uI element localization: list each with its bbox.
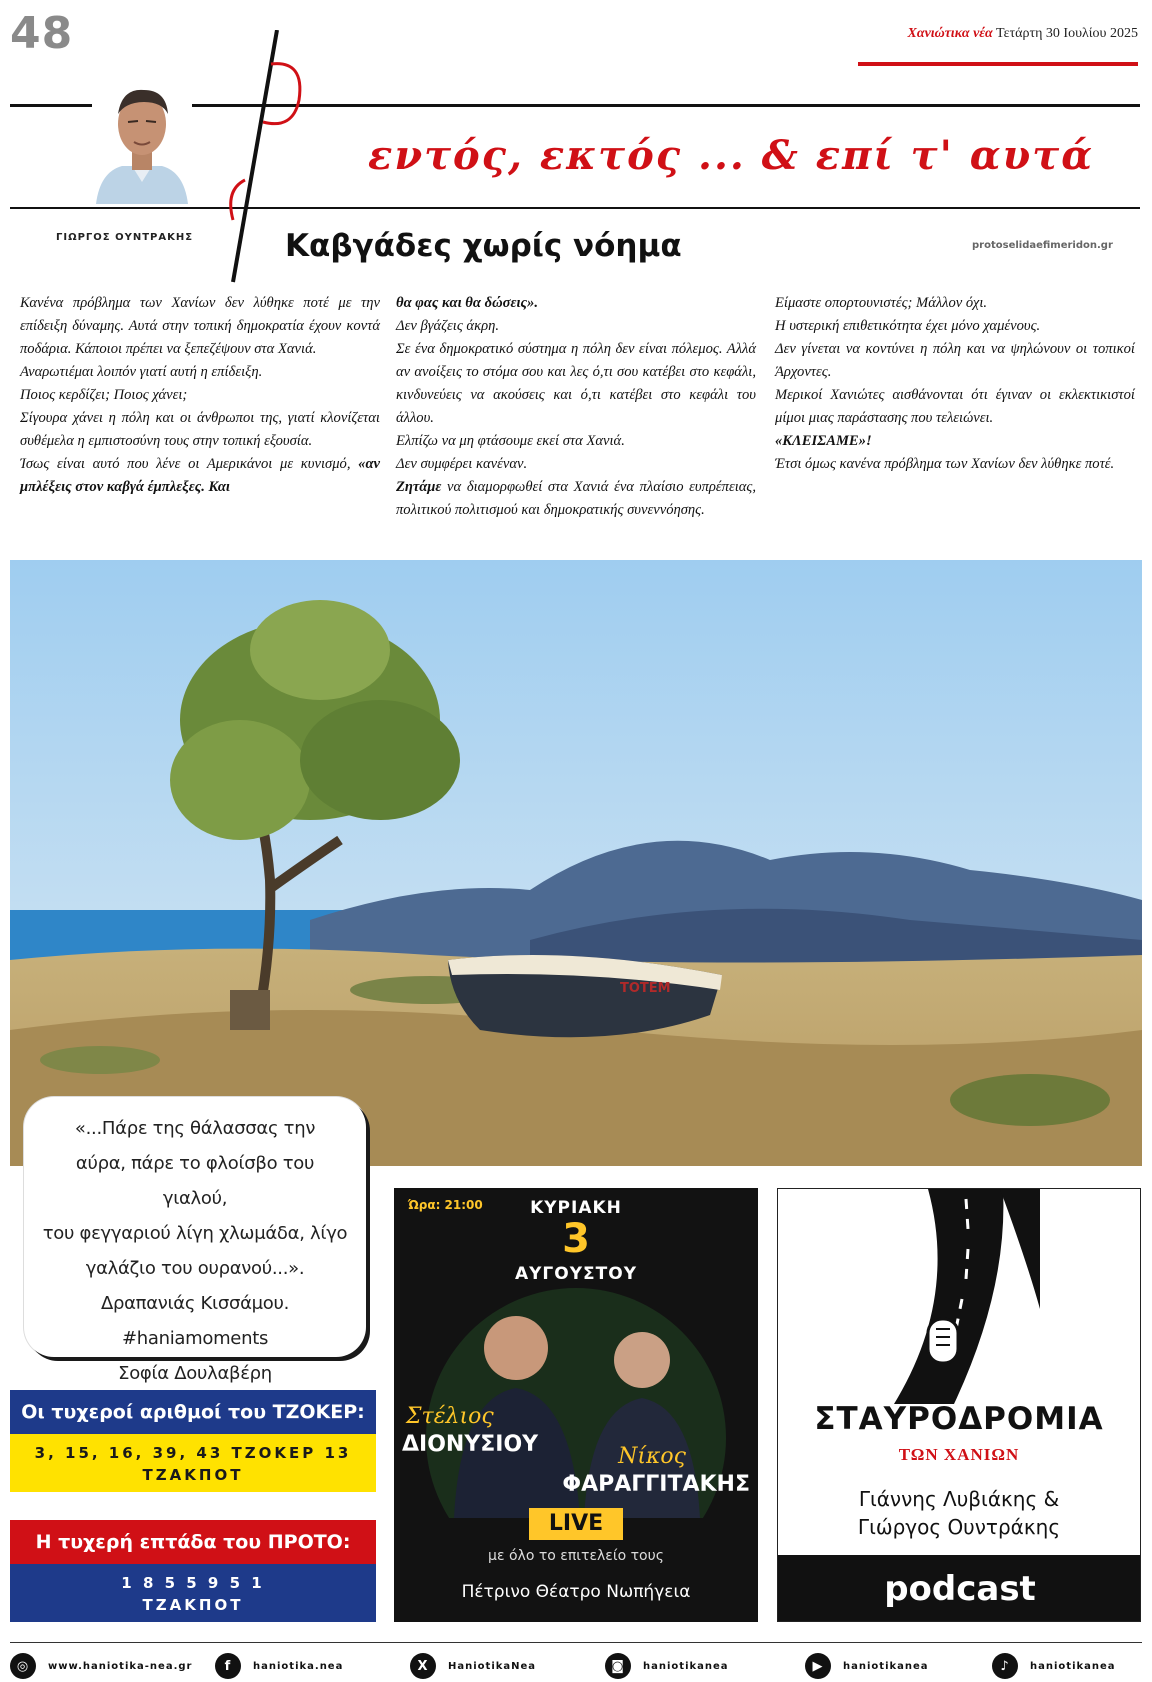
paragraph: Σίγουρα χάνει η πόλη και οι άνθρωποι της, γιατί κλονίζεται συθέμελα η εμπιστοσύνη τους στην τοπική εξουσία.	[20, 410, 380, 449]
paragraph	[396, 292, 756, 315]
footer-website[interactable]	[10, 1653, 192, 1679]
paragraph: Ελπίζω να μη φτάσουμε εκεί στα Χανιά.	[396, 433, 625, 449]
paragraph: Σε ένα δημοκρατικό σύστημα η πόλη δεν είναι πόλεμος. Αλλά αν ανοίξεις το στόμα σου και λες ό,τι σου κατέβει στο κεφάλι, κινδυνεύεις να ακούσεις και ό,τι κατέβει στο κεφάλι του άλλου.	[396, 341, 756, 426]
concert-advertisement	[394, 1188, 758, 1622]
instagram-icon: ◙	[605, 1653, 631, 1679]
facebook-handle: haniotika.nea	[253, 1660, 344, 1672]
footer-youtube[interactable]	[805, 1653, 929, 1679]
joker-jackpot: ΤΖΑΚΠΟΤ	[142, 1466, 244, 1484]
tiktok-handle: haniotikanea	[1030, 1660, 1116, 1672]
concert-day: ΚΥΡΙΑΚΗ	[530, 1198, 622, 1218]
host-name: Γιώργος Ουντράκης	[857, 1515, 1061, 1539]
youtube-handle: haniotikanea	[843, 1660, 929, 1672]
caption-line: Δραπανιάς Κισσάμου.	[100, 1293, 290, 1314]
performer-2-first-name: Νίκος	[618, 1444, 686, 1469]
photo-caption-bubble	[24, 1097, 366, 1384]
live-badge: LIVE	[529, 1508, 623, 1540]
emphasis-bold: Ζητάμε	[396, 479, 442, 495]
masthead-rule	[858, 62, 1138, 66]
proto-jackpot: ΤΖΑΚΠΟΤ	[142, 1596, 244, 1614]
podcast-subtitle: ΤΩΝ ΧΑΝΙΩΝ	[898, 1445, 1020, 1464]
website-url: www.haniotika-nea.gr	[48, 1660, 193, 1672]
paragraph: Έτσι όμως κανένα πρόβλημα των Χανίων δεν λύθηκε ποτέ.	[775, 456, 1115, 472]
caption-line: του φεγγαριού λίγη χλωμάδα, λίγο	[42, 1223, 348, 1244]
proto-results	[10, 1564, 376, 1622]
paragraph: Δεν γίνεται να κοντύνει η πόλη και να ψηλώνουν οι τοπικοί Άρχοντες.	[775, 341, 1135, 380]
header-rule-bottom	[10, 207, 1140, 209]
paragraph: Η υστερική επιθετικότητα έχει μόνο χαμένους.	[775, 318, 1041, 334]
paragraph	[20, 453, 380, 499]
caption-credit: Σοφία Δουλαβέρη	[118, 1363, 272, 1384]
concert-month: ΑΥΓΟΥΣΤΟΥ	[514, 1264, 638, 1284]
instagram-handle: haniotikanea	[643, 1660, 729, 1672]
paragraph: Ποιος κερδίζει; Ποιος χάνει;	[20, 387, 188, 403]
globe-icon: ◎	[10, 1653, 36, 1679]
podcast-band	[778, 1555, 1141, 1622]
podcast-label: podcast	[884, 1569, 1036, 1609]
proto-numbers: 1 8 5 5 9 5 1	[121, 1574, 265, 1592]
joker-title: Οι τυχεροί αριθμοί του ΤΖΟΚΕΡ:	[10, 1390, 376, 1434]
quote-bold: θα φας και θα δώσεις».	[396, 295, 538, 311]
source-watermark: protoselidaefimeridon.gr	[972, 240, 1113, 251]
performer-2-last-name: ΦΑΡΑΓΓΙΤΑΚΗΣ	[562, 1472, 750, 1497]
podcast-advertisement	[777, 1188, 1141, 1622]
paragraph: Είμαστε οπορτουνιστές; Μάλλον όχι.	[775, 295, 988, 311]
author-portrait	[92, 72, 192, 204]
youtube-icon: ▶	[805, 1653, 831, 1679]
paragraph: Κανένα πρόβλημα των Χανίων δεν λύθηκε ποτέ με την επίδειξη δύναμης. Αυτά στην τοπική δημοκρατία έχουν κοντά ποδάρια. Κάποιοι πρέπει να ξεπεζέψουν στα Χανιά.	[20, 295, 380, 357]
author-name: ΓΙΩΡΓΟΣ ΟΥΝΤΡΑΚΗΣ	[56, 232, 194, 243]
paragraph: Αναρωτιέμαι λοιπόν γιατί αυτή η επίδειξη.	[20, 364, 263, 380]
caption-line: αύρα, πάρε το φλοίσβο του γιαλού,	[75, 1153, 315, 1209]
performer-1-last-name: ΔΙΟΝΥΣΙΟΥ	[402, 1432, 539, 1457]
article-headline: Καβγάδες χωρίς νόημα	[285, 228, 682, 264]
caption-line: γαλάζιο του ουρανού...».	[85, 1258, 305, 1279]
footer-facebook[interactable]	[215, 1653, 343, 1679]
podcast-hosts	[778, 1485, 1140, 1541]
performer-1-first-name: Στέλιος	[406, 1404, 494, 1429]
joker-results	[10, 1434, 376, 1492]
proto-title: Η τυχερή επτάδα του ΠΡΟΤΟ:	[10, 1520, 376, 1564]
article-column-2	[396, 292, 756, 522]
footer-x[interactable]	[410, 1653, 536, 1679]
article-column-1	[20, 292, 380, 499]
paragraph: Μερικοί Χανιώτες αισθάνονται ότι έγιναν οι εκλεκτικιστοί μίμοι μιας παράστασης που τελειώνει.	[775, 387, 1135, 426]
concert-time: Ώρα: 21:00	[408, 1198, 483, 1212]
footer-social-bar	[10, 1642, 1142, 1678]
footer-instagram[interactable]	[605, 1653, 729, 1679]
concert-crew: με όλο το επιτελείο τους	[488, 1548, 664, 1564]
newspaper-brand: Χανιώτικα νέα	[907, 26, 993, 41]
caption-hashtag: #haniamoments	[121, 1328, 269, 1349]
x-handle: HaniotikaNea	[448, 1660, 537, 1672]
podcast-title: ΣΤΑΥΡΟΔΡΟΜΙΑ	[814, 1401, 1104, 1437]
column-title: εντός, εκτός ... & επί τ' αυτά	[368, 132, 1094, 179]
facebook-icon: f	[215, 1653, 241, 1679]
footer-tiktok[interactable]	[992, 1653, 1116, 1679]
paragraph-text: να διαμορφωθεί στα Χανιά ένα πλαίσιο ευπρέπειας, πολιτικού πολιτισμού και δημοκρατικής συνεννόησης.	[396, 479, 757, 518]
beach-photo	[10, 560, 1142, 1166]
paragraph	[396, 476, 756, 522]
paragraph	[775, 430, 1135, 453]
host-name: Γιάννης Λυβιάκης &	[858, 1487, 1060, 1511]
emphasis-bold: «ΚΛΕΙΣΑΜΕ»!	[775, 433, 872, 449]
paragraph: Δεν συμφέρει κανέναν.	[396, 456, 528, 472]
road-microphone-graphic	[778, 1189, 1141, 1404]
concert-day-number: 3	[562, 1216, 590, 1262]
caption-line: «...Πάρε της θάλασσας την	[74, 1118, 316, 1139]
paragraph-text: Ίσως είναι αυτό που λένε οι Αμερικάνοι με κυνισμό,	[20, 456, 351, 472]
masthead	[907, 26, 1138, 42]
paragraph: Δεν βγάζεις άκρη.	[396, 318, 499, 334]
concert-venue: Πέτρινο Θέατρο Νωπήγεια	[461, 1582, 691, 1602]
tiktok-icon: ♪	[992, 1653, 1018, 1679]
issue-date: Τετάρτη 30 Ιουλίου 2025	[996, 26, 1138, 41]
quote-bold: «αν μπλέξεις στον καβγά έμπλεξες. Και	[20, 456, 380, 495]
boat-name: ΤΟΤΕΜ	[620, 981, 671, 996]
page-number: 48	[10, 8, 74, 59]
article-column-3	[775, 292, 1135, 476]
joker-numbers: 3, 15, 16, 39, 43 ΤΖΟΚΕΡ 13	[34, 1444, 352, 1462]
x-icon: X	[410, 1653, 436, 1679]
